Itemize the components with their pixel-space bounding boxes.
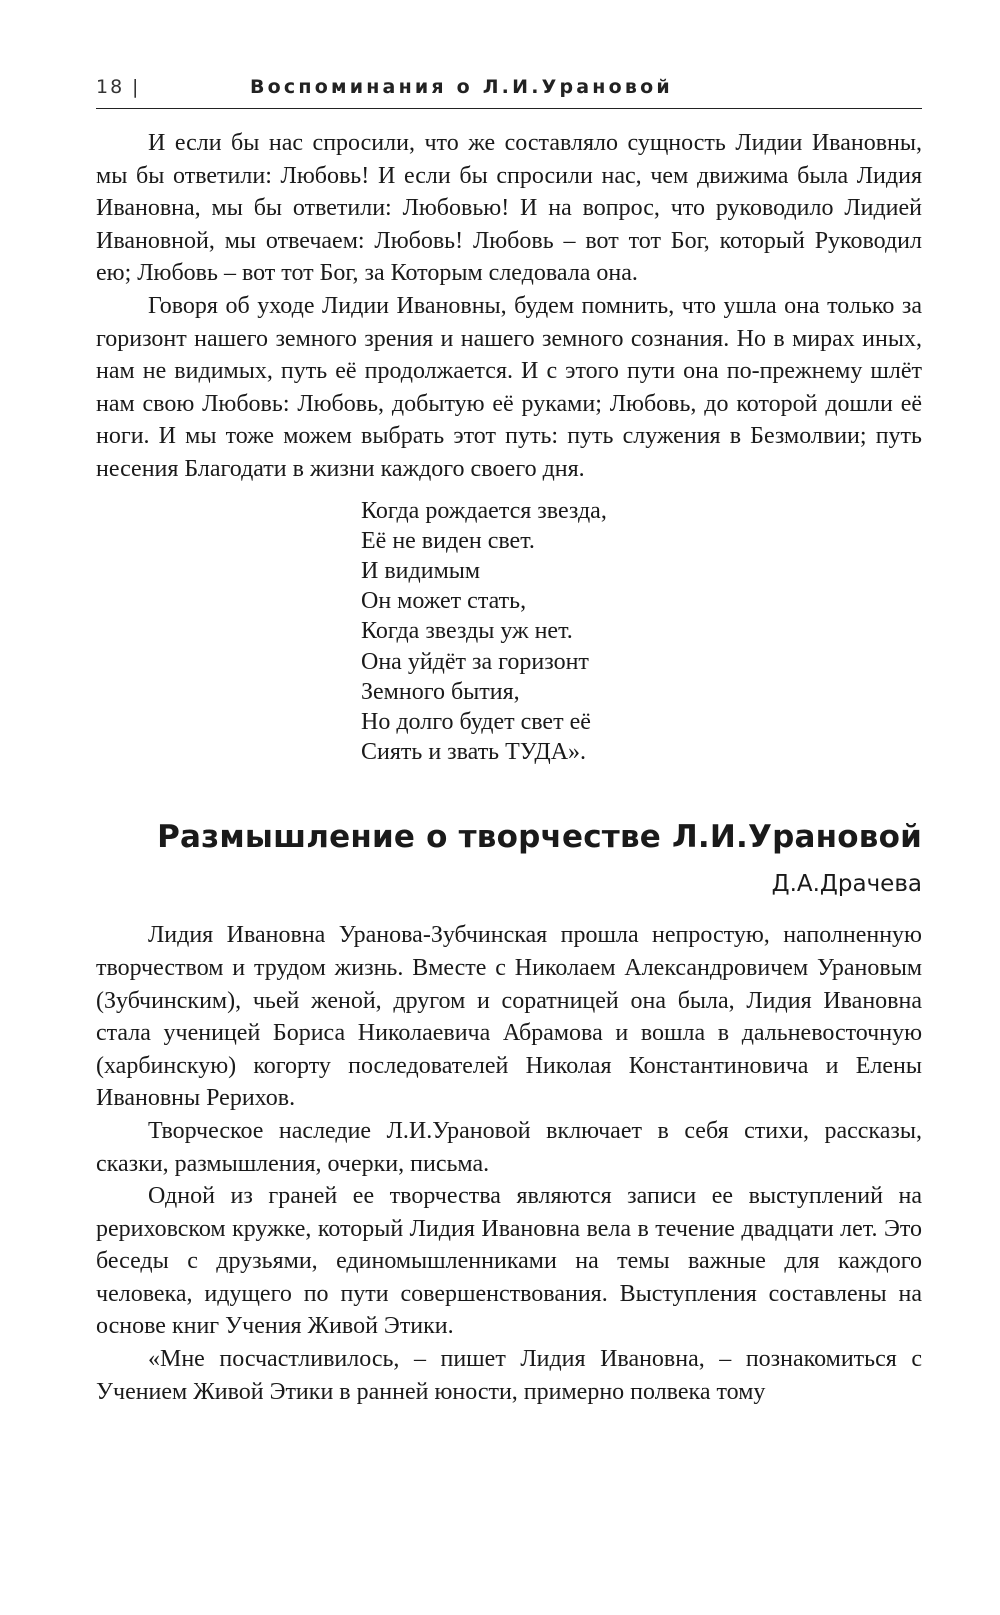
poem-line: И видимым	[361, 557, 481, 584]
poem	[361, 496, 922, 768]
paragraph: «Мне посчастливилось, – пишет Лидия Ивановна, – познакомиться с Учением Живой Этики в ранней юности, примерно полвека тому	[96, 1346, 922, 1405]
paragraph: Одной из граней ее творчества являются записи ее выступлений на рериховском кружке, который Лидия Ивановна вела в течение двадцати лет. Это беседы с друзьями, единомышленниками на темы важные для каждого человека, идущего по пути совершенствования. Выступления составлены на основе книг Учения Живой Этики.	[96, 1183, 922, 1340]
paragraph: Говоря об уходе Лидии Ивановны, будем помнить, что ушла она только за горизонт нашего земного зрения и нашего земного сознания. Но в мирах иных, нам не видимых, путь её продолжается. И с этого пути она по-прежнему шлёт нам свою Любовь: Любовь, добытую её руками; Любовь, до которой дошли её ноги. И мы тоже можем выбрать этот путь: путь служения в Безмолвии; путь несения Благодати в жизни каждого своего дня.	[96, 292, 922, 482]
paragraph: Лидия Ивановна Уранова-Зубчинская прошла непростую, наполненную творчеством и трудом жизнь. Вместе с Николаем Александровичем Урановым (Зубчинским), чьей женой, другом и соратницей она была, Лидия Ивановна стала ученицей Бориса Николаевича Абрамова и вошла в дальневосточную (харбинскую) когорту последователей Николая Константиновича и Елены Ивановны Рерихов.	[96, 922, 922, 1112]
section-author: Д.А.Драчева	[771, 871, 922, 898]
section-title: Размышление о творчестве Л.И.Урановой	[157, 819, 922, 856]
header-separator: |	[132, 76, 139, 98]
poem-line: Когда рождается звезда,	[361, 497, 607, 524]
intro-text	[96, 127, 922, 486]
running-title: Воспоминания о Л.И.Урановой	[250, 76, 673, 98]
paragraph: И если бы нас спросили, что же составляло сущность Лидии Ивановны, мы бы ответили: Любовь! И если бы спросили нас, чем движима была Лидия Ивановна, мы бы ответили: Любовью! И на вопрос, что руководило Лидией Ивановной, мы отвечаем: Любовь! Любовь – вот тот Бог, который Руководил ею; Любовь – вот тот Бог, за Которым следовала она.	[96, 130, 922, 287]
running-header	[96, 76, 922, 109]
book-page	[96, 76, 922, 1408]
poem-line: Он может стать,	[361, 588, 527, 615]
poem-line: Когда звезды уж нет.	[361, 618, 573, 645]
poem-line: Она уйдёт за горизонт	[361, 648, 589, 675]
page-number: 18	[96, 76, 125, 98]
poem-line: Сиять и звать ТУДА».	[361, 739, 587, 766]
poem-line: Но долго будет свет её	[361, 708, 591, 735]
poem-line: Земного бытия,	[361, 678, 520, 705]
paragraph: Творческое наследие Л.И.Урановой включает в себя стихи, рассказы, сказки, размышления, очерки, письма.	[96, 1117, 922, 1177]
poem-line: Её не виден свет.	[361, 527, 535, 554]
section-text	[96, 919, 922, 1408]
